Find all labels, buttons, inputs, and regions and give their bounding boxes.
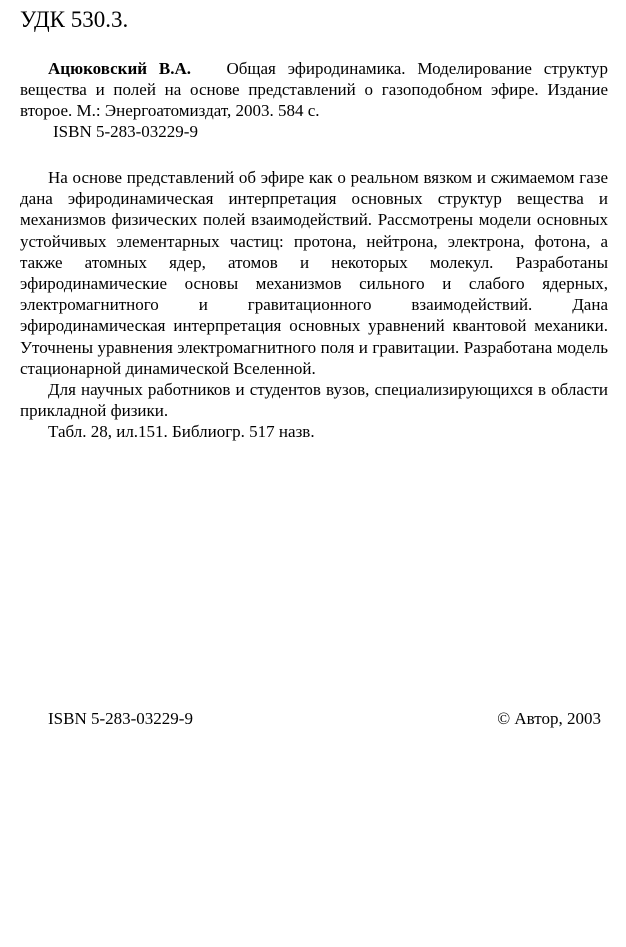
bibliographic-reference (20, 58, 608, 121)
abstract (20, 167, 608, 443)
abstract-paragraph-audience: Для научных работников и студентов вузов, специализирующихся в области прикладной физики. (20, 380, 608, 421)
bibliographic-isbn: ISBN 5-283-03229-9 (53, 122, 198, 141)
book-description: Общая эфиродинамика. Моделирование структур вещества и полей на основе представлений о газоподобном эфире. Издание второе. М.: Энергоатомиздат, 2003. 584 с. (20, 59, 608, 120)
author-name: Ацюковский В.А. (48, 59, 191, 78)
footer-isbn: ISBN 5-283-03229-9 (48, 709, 193, 728)
abstract-paragraph-stats: Табл. 28, ил.151. Библиогр. 517 назв. (48, 422, 315, 442)
udk-classification: УДК 530.3. (20, 7, 129, 32)
bibliographic-record (20, 58, 608, 142)
abstract-paragraph-main: На основе представлений об эфире как о реальном вязком и сжимаемом газе дана эфиродинамическая интерпретация основных структур вещества и механизмов физических полей взаимодействий. Рассмотрены модели основных устойчивых элементарных частиц: протона, нейтрона, электрона, фотона, а также атомных ядер, атомов и некоторых молекул. Разработаны эфиродинамические основы механизмов сильного и слабого ядерных, электромагнитного и гравитационного взаимодействий. Дана эфиродинамическая интерпретация основных уравнений квантовой механики. Уточнены уравнения электромагнитного поля и гравитации. Разработана модель стационарной динамической Вселенной. (20, 168, 608, 378)
copyright-notice: © Автор, 2003 (497, 709, 601, 728)
